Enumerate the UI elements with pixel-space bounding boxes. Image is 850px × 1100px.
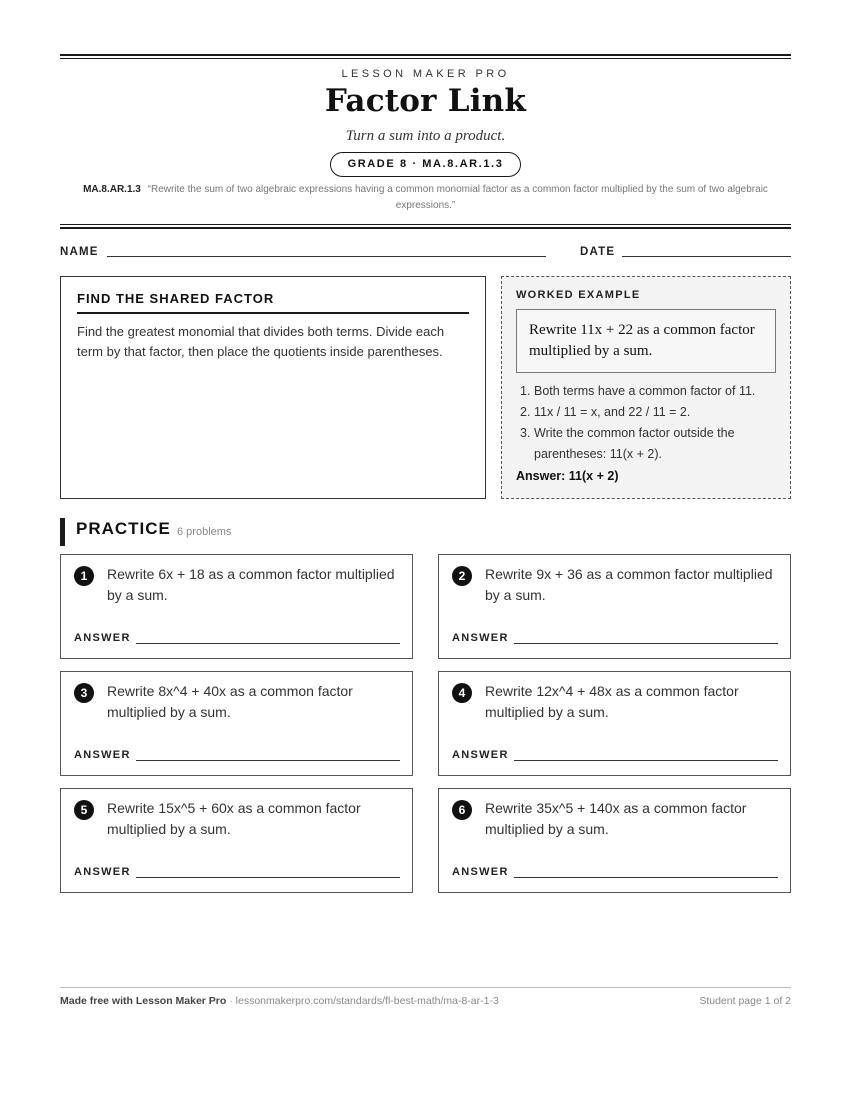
practice-accent-bar [60, 518, 65, 546]
practice-title: PRACTICE [76, 519, 171, 538]
answer-field[interactable] [136, 760, 400, 761]
footer-credit [60, 995, 499, 1007]
problem-number-badge: 1 [74, 566, 94, 586]
worked-example-answer: Answer: 11(x + 2) [516, 469, 619, 483]
answer-label: ANSWER [452, 749, 509, 761]
header-rule-top-thin [60, 58, 791, 59]
answer-field[interactable] [136, 877, 400, 878]
problem-number-badge: 2 [452, 566, 472, 586]
answer-label: ANSWER [452, 866, 509, 878]
practice-count: 6 problems [177, 526, 232, 538]
problem-card-5 [60, 788, 413, 893]
problem-text: Rewrite 15x^5 + 60x as a common factor multiplied by a sum. [107, 800, 361, 837]
standard-description [60, 182, 791, 214]
instructions-body: Find the greatest monomial that divides both terms. Divide each term by that factor, then place the quotients inside parentheses. [77, 324, 445, 359]
worked-example-problem: Rewrite 11x + 22 as a common factor multiplied by a sum. [516, 309, 776, 373]
name-label: NAME [60, 246, 99, 258]
brand-label: LESSON MAKER PRO [341, 68, 510, 80]
footer-rule [60, 987, 791, 988]
worked-step: 2. 11x / 11 = x, and 22 / 11 = 2. [520, 405, 691, 419]
standard-code: MA.8.AR.1.3 [83, 184, 141, 195]
problem-text: Rewrite 9x + 36 as a common factor multiplied by a sum. [485, 566, 773, 603]
standard-text: “Rewrite the sum of two algebraic expressions having a common monomial factor as a common factor multiplied by the sum of two algebraic expressions.” [147, 184, 768, 211]
answer-field[interactable] [514, 760, 778, 761]
problem-text: Rewrite 6x + 18 as a common factor multiplied by a sum. [107, 566, 395, 603]
header-rule-bottom [60, 227, 791, 229]
problem-card-6 [438, 788, 791, 893]
problem-number-badge: 3 [74, 683, 94, 703]
problem-card-4 [438, 671, 791, 776]
header-rule-top [60, 54, 791, 56]
problem-number-badge: 4 [452, 683, 472, 703]
name-field[interactable] [107, 256, 546, 257]
instructions-box [60, 276, 486, 499]
grade-badge: GRADE 8 · MA.8.AR.1.3 [330, 152, 521, 177]
page-subtitle: Turn a sum into a product. [345, 128, 506, 144]
problem-card-3 [60, 671, 413, 776]
answer-label: ANSWER [74, 632, 131, 644]
page-title: Factor Link [324, 83, 527, 119]
answer-field[interactable] [514, 877, 778, 878]
header-rule-bottom-thin [60, 224, 791, 225]
worked-step: 3. Write the common factor outside the parentheses: 11(x + 2). [520, 426, 735, 461]
problem-text: Rewrite 35x^5 + 140x as a common factor multiplied by a sum. [485, 800, 747, 837]
problem-text: Rewrite 8x^4 + 40x as a common factor multiplied by a sum. [107, 683, 353, 720]
footer-url[interactable]: · lessonmakerpro.com/standards/fl-best-math/ma-8-ar-1-3 [226, 995, 499, 1007]
problem-text: Rewrite 12x^4 + 48x as a common factor multiplied by a sum. [485, 683, 739, 720]
answer-label: ANSWER [452, 632, 509, 644]
worked-example-box [501, 276, 791, 499]
footer-made-with: Made free with Lesson Maker Pro [60, 995, 227, 1007]
date-label: DATE [580, 246, 616, 258]
answer-label: ANSWER [74, 866, 131, 878]
problem-number-badge: 6 [452, 800, 472, 820]
answer-field[interactable] [514, 643, 778, 644]
footer-page-number: Student page 1 of 2 [699, 995, 791, 1007]
worked-example-steps [516, 381, 776, 465]
worked-step: 1. Both terms have a common factor of 11. [520, 384, 756, 398]
problem-card-1 [60, 554, 413, 659]
worked-example-title: WORKED EXAMPLE [516, 289, 641, 301]
answer-label: ANSWER [74, 749, 131, 761]
worksheet-page [60, 0, 791, 1100]
answer-field[interactable] [136, 643, 400, 644]
problem-card-2 [438, 554, 791, 659]
instructions-title: FIND THE SHARED FACTOR [77, 291, 469, 314]
problem-number-badge: 5 [74, 800, 94, 820]
date-field[interactable] [622, 256, 791, 257]
